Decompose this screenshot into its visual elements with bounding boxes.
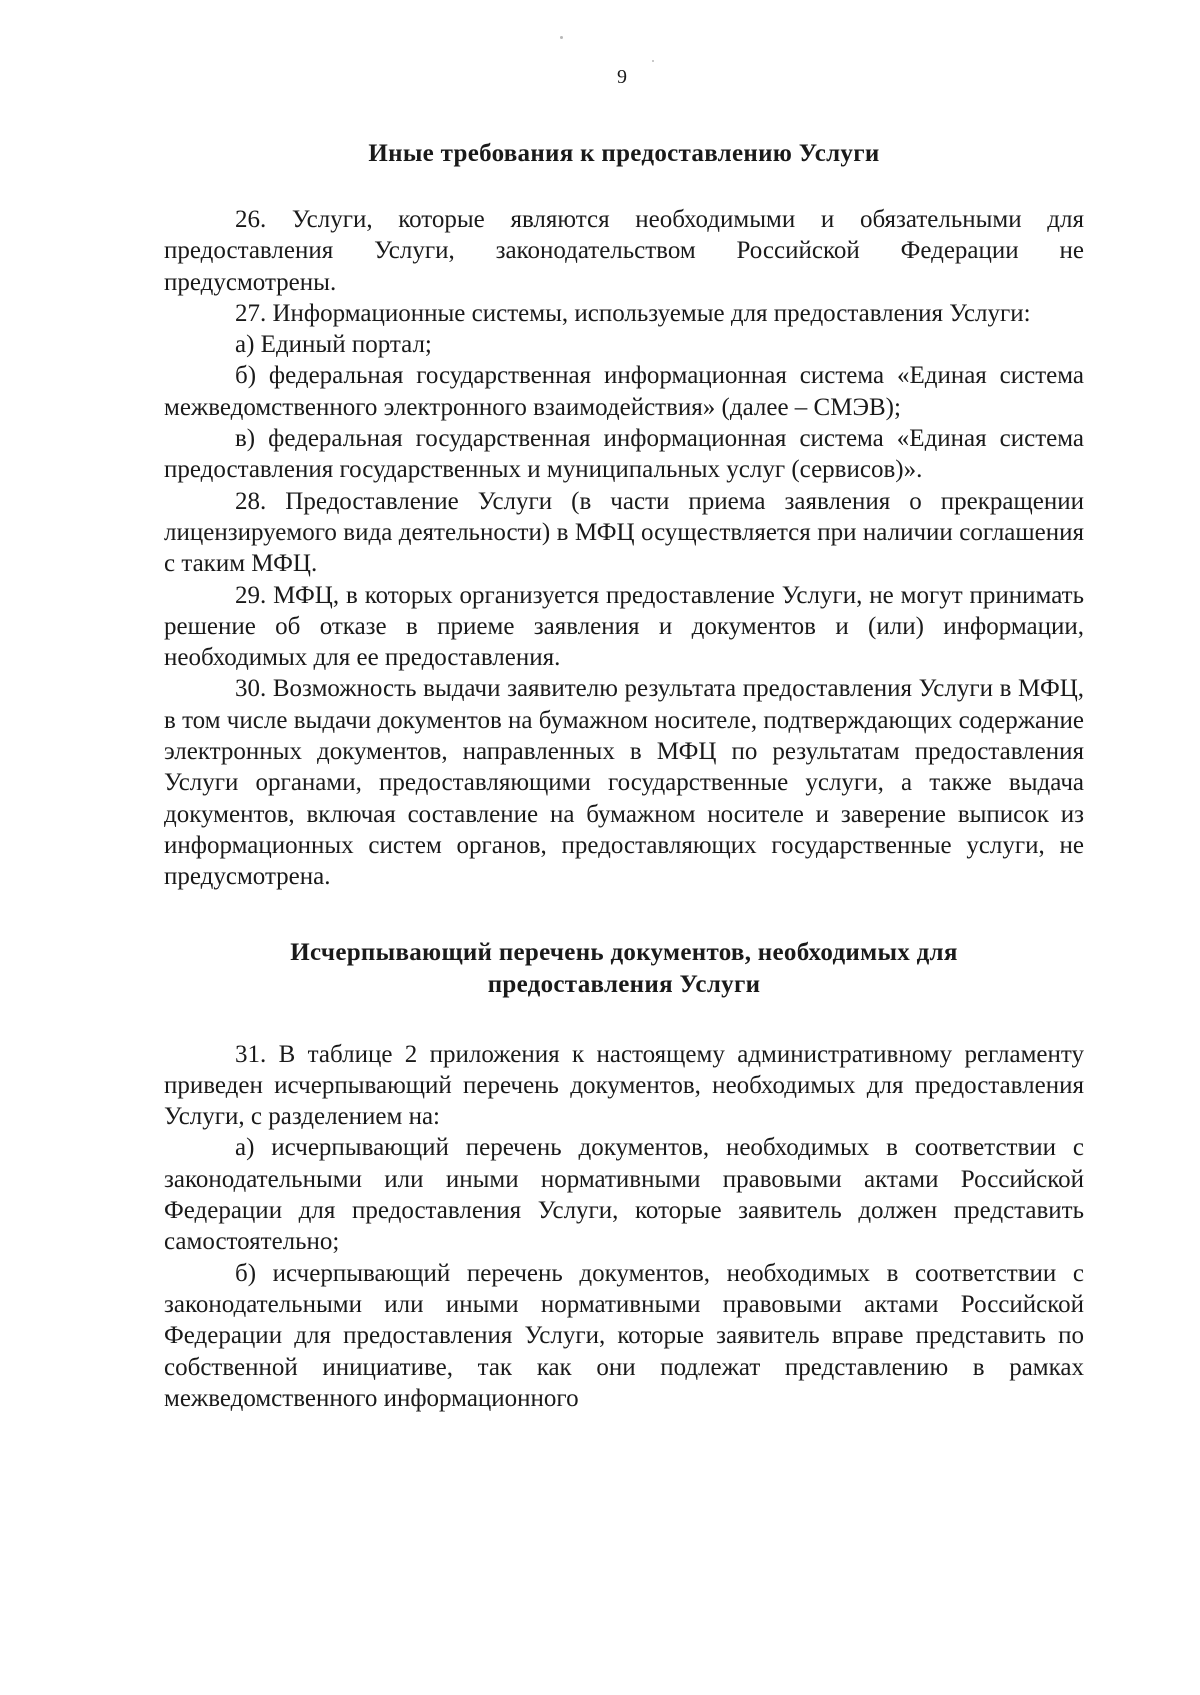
paragraph-27: 27. Информационные системы, используемые для предоставления Услуги: [235, 299, 1031, 327]
section-heading-documents-list [164, 937, 1084, 1001]
paragraph-28: 28. Предоставление Услуги (в части приема заявления о прекращении лицензируемого вида деятельности) в МФЦ осуществляется при наличии соглашения с таким МФЦ. [164, 487, 1084, 578]
section-heading-other-requirements: Иные требования к предоставлению Услуги [368, 140, 880, 167]
paragraph-31-b: б) исчерпывающий перечень документов, необходимых в соответствии с законодательными или иными нормативными правовыми актами Российской Федерации для предоставления Услуги, которые заявитель вправе представить по собственной инициативе, так как они подлежат представлению в рамках межведомственного информационного [164, 1259, 1084, 1412]
paragraph-26: 26. Услуги, которые являются необходимыми и обязательными для предоставления Услуги, законодательством Российской Федерации не предусмотрены. [164, 206, 1084, 296]
paragraph-31: 31. В таблице 2 приложения к настоящему административному регламенту приведен исчерпывающий перечень документов, необходимых для предоставления Услуги, с разделением на: [164, 1040, 1084, 1131]
scan-speck [652, 60, 654, 62]
paragraph-29: 29. МФЦ, в которых организуется предоставление Услуги, не могут принимать решение об отказе в приеме заявления и документов и (или) информации, необходимых для ее предоставления. [164, 581, 1084, 672]
paragraph-30: 30. Возможность выдачи заявителю результата предоставления Услуги в МФЦ, в том числе выдачи документов на бумажном носителе, подтверждающих содержание электронных документов, направленных в МФЦ по результатам предоставления Услуги органами, предоставляющими государственные услуги, а также выдача документов, включая составление на бумажном носителе и заверение выписок из информационных систем органов, предоставляющих государственные услуги, не предусмотрена. [164, 675, 1084, 891]
page-number: 9 [617, 66, 627, 88]
scan-speck [560, 36, 563, 39]
paragraph-27-b: б) федеральная государственная информационная система «Единая система межведомственного электронного взаимодействия» (далее – СМЭВ); [164, 362, 1084, 421]
document-body [164, 138, 1084, 1414]
paragraph-27-a: а) Единый портал; [235, 331, 432, 359]
paragraph-27-v: в) федеральная государственная информационная система «Единая система предоставления государственных и муниципальных услуг (сервисов)». [164, 425, 1084, 484]
section-heading-line-1: Исчерпывающий перечень документов, необходимых для [290, 938, 958, 966]
section-heading-line-2: предоставления Услуги [487, 970, 761, 998]
paragraph-31-a: а) исчерпывающий перечень документов, необходимых в соответствии с законодательными или иными нормативными правовыми актами Российской Федерации для предоставления Услуги, которые заявитель должен представить самостоятельно; [164, 1134, 1084, 1256]
